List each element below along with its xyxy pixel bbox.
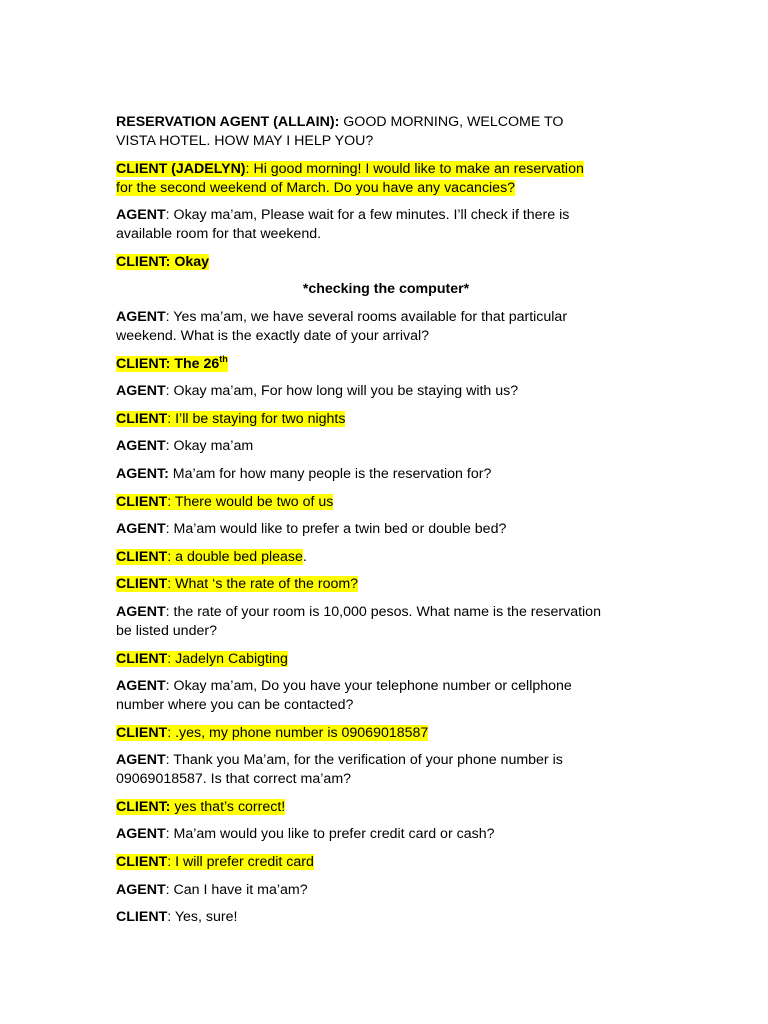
dialogue-line: [116, 253, 656, 272]
dialogue-line: [116, 575, 656, 594]
speaker-label: CLIENT:: [116, 798, 171, 815]
dialogue-text: Hi good morning! I would like to make an reservation: [249, 160, 584, 177]
dialogue-text: GOOD MORNING, WELCOME TO: [339, 114, 564, 130]
dialogue-line: [116, 355, 656, 374]
dialogue-line: [116, 724, 656, 743]
dialogue-text: : Okay ma’am, For how long will you be staying with us?: [165, 383, 519, 400]
speaker-label: AGENT: [116, 881, 166, 898]
dialogue-line: [116, 113, 656, 151]
speaker-label: RESERVATION AGENT (ALLAIN):: [116, 114, 340, 130]
stage-direction: [116, 280, 656, 299]
speaker-label: CLIENT: [116, 650, 168, 667]
dialogue-text: for the second weekend of March. Do you have any vacancies?: [116, 179, 516, 196]
dialogue-text: : Thank you Ma’am, for the verification of your phone number is: [165, 752, 563, 769]
dialogue-text: : Okay ma’am: [165, 438, 254, 455]
dialogue-text: yes that’s correct!: [170, 798, 286, 815]
dialogue-line: [116, 410, 656, 429]
dialogue-text: : Okay ma’am, Please wait for a few minutes. I’ll check if there is: [165, 207, 570, 224]
dialogue-text: available room for that weekend.: [116, 226, 322, 243]
speaker-label: CLIENT: [116, 724, 168, 741]
dialogue-text: : Ma’am would you like to prefer credit card or cash?: [165, 826, 495, 843]
dialogue-line: [116, 825, 656, 844]
speaker-label: CLIENT: [116, 548, 168, 565]
dialogue-text: weekend. What is the exactly date of your arrival?: [116, 327, 430, 344]
dialogue-text: :: [245, 160, 250, 177]
stage-direction-text: *checking the computer*: [302, 281, 470, 298]
dialogue-line: [116, 437, 656, 456]
dialogue-text: : .yes, my phone number is 09069018587: [167, 724, 429, 741]
ordinal-suffix: th: [219, 353, 228, 364]
dialogue-text: : What ‘s the rate of the room?: [167, 576, 359, 593]
dialogue-line: [116, 650, 656, 669]
dialogue-line: [116, 603, 656, 641]
speaker-label: AGENT: [116, 752, 166, 769]
speaker-label: CLIENT (JADELYN): [116, 160, 246, 177]
dialogue-line: [116, 548, 656, 567]
dialogue-line: [116, 206, 656, 244]
dialogue-text: : Ma’am would like to prefer a twin bed or double bed?: [165, 521, 507, 538]
dialogue-text: VISTA HOTEL. HOW MAY I HELP YOU?: [116, 133, 374, 149]
dialogue-line: [116, 308, 656, 346]
dialogue-text: : I will prefer credit card: [167, 854, 314, 871]
dialogue-text: CLIENT: The 26: [116, 355, 220, 372]
dialogue-line: [116, 160, 656, 198]
dialogue-text: : Can I have it ma’am?: [165, 881, 308, 898]
speaker-label: AGENT: [116, 826, 166, 843]
speaker-label: CLIENT: [116, 410, 168, 427]
dialogue-text: : Yes, sure!: [167, 909, 238, 926]
speaker-label: CLIENT: [116, 493, 168, 510]
dialogue-line: [116, 798, 656, 817]
dialogue-text: Ma’am for how many people is the reservation for?: [168, 465, 492, 482]
dialogue-line: [116, 382, 656, 401]
dialogue-text: : There would be two of us: [167, 493, 334, 510]
speaker-label: AGENT: [116, 438, 166, 455]
speaker-label: AGENT: [116, 521, 166, 538]
dialogue-text: be listed under?: [116, 622, 217, 639]
speaker-label: CLIENT: [116, 909, 168, 926]
speaker-label: AGENT: [116, 308, 166, 325]
dialogue-text: : a double bed please: [167, 548, 303, 565]
speaker-label: AGENT:: [116, 465, 169, 482]
dialogue-text: 09069018587. Is that correct ma’am?: [116, 771, 352, 788]
dialogue-line: [116, 853, 656, 872]
dialogue-line: [116, 908, 656, 927]
dialogue-line: [116, 751, 656, 789]
dialogue-line: [116, 677, 656, 715]
speaker-label: [116, 353, 228, 372]
speaker-label: CLIENT: Okay: [116, 253, 210, 270]
dialogue-line: [116, 881, 656, 900]
dialogue-line: [116, 520, 656, 539]
speaker-label: AGENT: [116, 383, 166, 400]
dialogue-line: [116, 465, 656, 484]
dialogue-text: : Okay ma’am, Do you have your telephone number or cellphone: [165, 678, 572, 695]
dialogue-line: [116, 493, 656, 512]
dialogue-text: number where you can be contacted?: [116, 697, 354, 714]
speaker-label: CLIENT: [116, 854, 168, 871]
document-page: [116, 113, 656, 936]
speaker-label: AGENT: [116, 678, 166, 695]
speaker-label: AGENT: [116, 207, 166, 224]
speaker-label: AGENT: [116, 603, 166, 620]
dialogue-text: .: [302, 548, 307, 565]
dialogue-text: : Jadelyn Cabigting: [167, 650, 288, 667]
dialogue-text: : I’ll be staying for two nights: [167, 410, 346, 427]
dialogue-text: : Yes ma’am, we have several rooms available for that particular: [165, 308, 568, 325]
speaker-label: CLIENT: [116, 576, 168, 593]
dialogue-text: : the rate of your room is 10,000 pesos. What name is the reservation: [165, 603, 601, 620]
